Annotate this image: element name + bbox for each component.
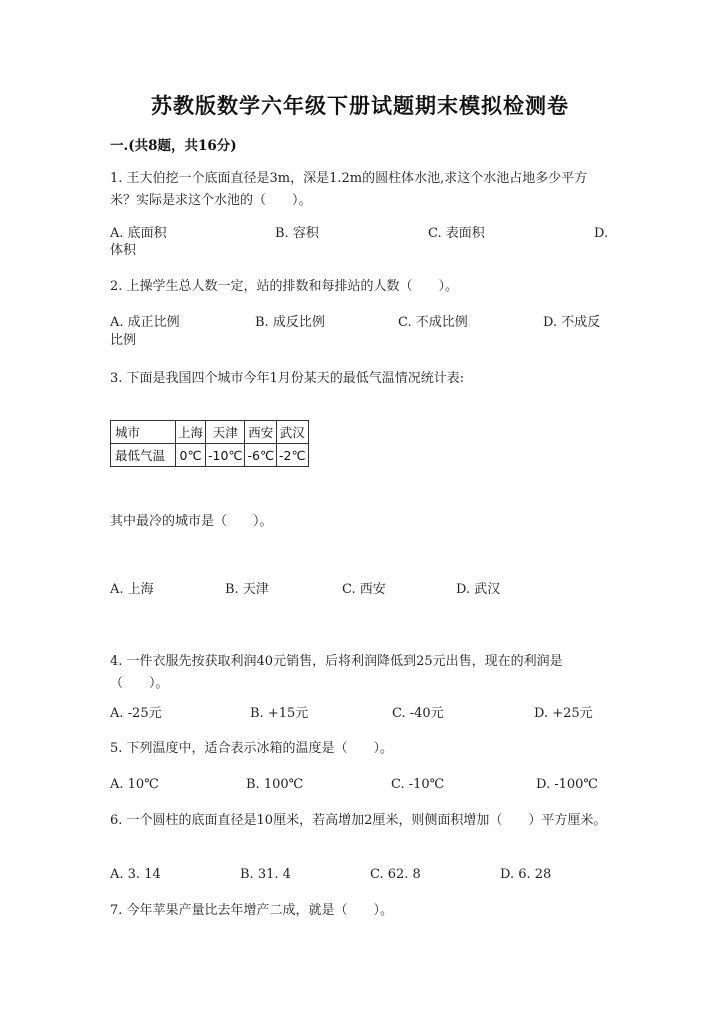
table-cell: 最低气温 (111, 444, 176, 467)
option-b[interactable]: B. +15元 (250, 706, 309, 721)
table-cell: -2℃ (277, 444, 309, 467)
question-3-followup: 其中最冷的城市是（ ）。 (110, 514, 273, 529)
table-cell: 0℃ (176, 444, 206, 467)
question-6-options (110, 865, 610, 887)
question-5-options (110, 775, 610, 797)
option-d[interactable]: D. (594, 226, 609, 241)
option-c[interactable]: C. 不成比例 (398, 315, 468, 330)
option-d[interactable]: D. 6. 28 (500, 867, 552, 882)
table-header-cell: 西安 (245, 421, 277, 444)
table-header-cell: 天津 (206, 421, 245, 444)
table-cell: -10℃ (206, 444, 245, 467)
question-4-options (110, 704, 610, 726)
question-2: 2. 上操学生总人数一定，站的排数和每排站的人数（ ）。 (110, 279, 459, 294)
option-a[interactable]: A. 上海 (110, 582, 154, 597)
question-1-options (110, 224, 610, 246)
option-b[interactable]: B. 31. 4 (240, 867, 291, 882)
option-d[interactable]: D. +25元 (534, 706, 593, 721)
option-c[interactable]: C. -10℃ (391, 777, 445, 792)
table-header-cell: 武汉 (277, 421, 309, 444)
temperature-table (110, 420, 309, 467)
option-b[interactable]: B. 容积 (275, 226, 319, 241)
option-a[interactable]: A. 3. 14 (110, 867, 161, 882)
table-row (111, 421, 309, 444)
question-2-options (110, 313, 610, 335)
option-d[interactable]: D. 武汉 (456, 582, 501, 597)
table-header-cell: 上海 (176, 421, 206, 444)
question-3-options (110, 580, 610, 602)
option-c[interactable]: C. 表面积 (428, 226, 485, 241)
question-7: 7. 今年苹果产量比去年增产二成，就是（ ）。 (110, 903, 394, 918)
option-c[interactable]: C. -40元 (392, 706, 444, 721)
table-header-cell: 城市 (111, 421, 176, 444)
option-a[interactable]: A. 成正比例 (110, 315, 180, 330)
section-heading: 一.(共8题，共16分) (110, 138, 237, 154)
option-a[interactable]: A. 底面积 (110, 226, 167, 241)
option-b[interactable]: B. 天津 (225, 582, 269, 597)
question-1: 1. 王大伯挖一个底面直径是3m，深是1.2m的圆柱体水池,求这个水池占地多少平方米？实际是求这个水池的（ ）。 (110, 171, 588, 208)
question-6: 6. 一个圆柱的底面直径是10厘米，若高增加2厘米，则侧面积增加（ ）平方厘米。 (110, 813, 607, 828)
option-b[interactable]: B. 成反比例 (255, 315, 325, 330)
option-d[interactable]: D. -100℃ (536, 777, 598, 792)
question-4: 4. 一件衣服先按获取利润40元销售，后将利润降低到25元出售，现在的利润是（ ）。 (110, 654, 563, 691)
option-c[interactable]: C. 西安 (342, 582, 386, 597)
question-3: 3. 下面是我国四个城市今年1月份某天的最低气温情况统计表: (110, 371, 465, 386)
table-cell: -6℃ (245, 444, 277, 467)
option-d-wrap: 体积 (110, 243, 137, 258)
option-b[interactable]: B. 100℃ (246, 777, 304, 792)
option-d-wrap: 比例 (110, 333, 137, 348)
option-d[interactable]: D. 不成反 (543, 315, 601, 330)
page-title: 苏教版数学六年级下册试题期末模拟检测卷 (151, 93, 569, 118)
option-c[interactable]: C. 62. 8 (370, 867, 421, 882)
question-5: 5. 下列温度中，适合表示冰箱的温度是（ ）。 (110, 741, 394, 756)
option-a[interactable]: A. -25元 (110, 706, 162, 721)
table-row (111, 444, 309, 467)
option-a[interactable]: A. 10℃ (110, 777, 159, 792)
